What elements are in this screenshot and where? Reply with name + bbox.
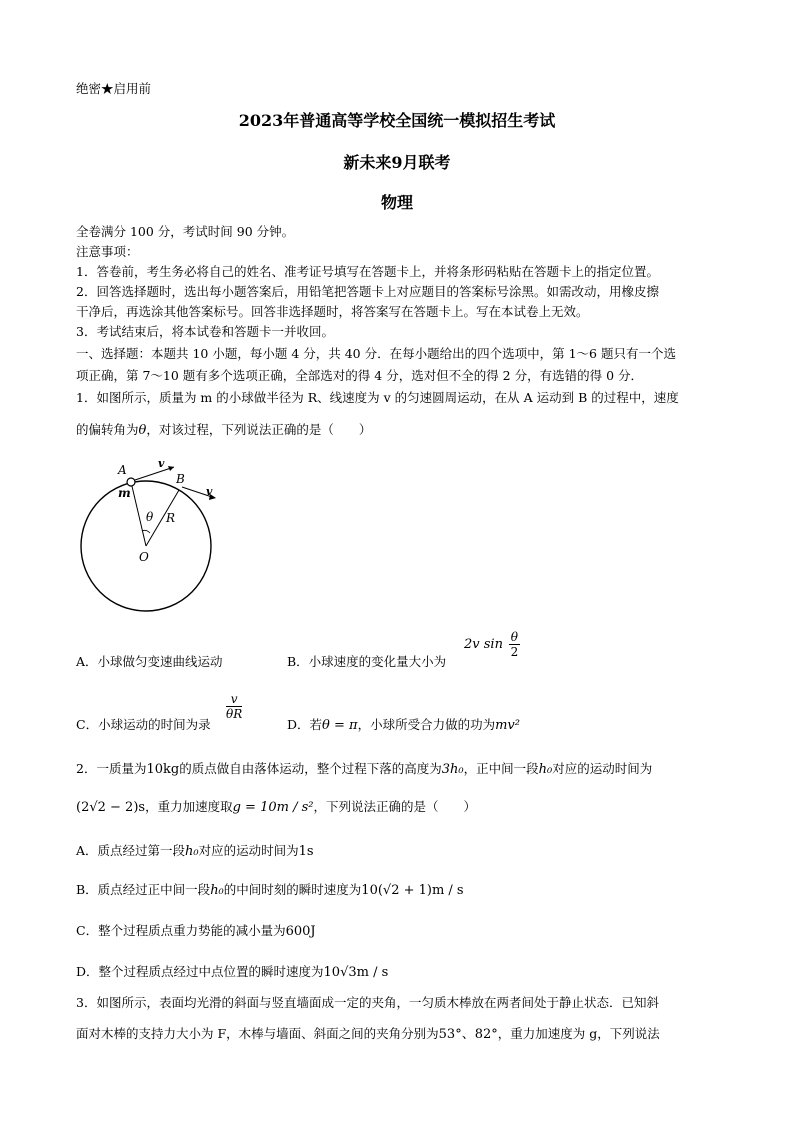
label-O: O xyxy=(139,550,149,564)
q1-option-C: C．小球运动的时间为录 xyxy=(76,717,211,732)
q2-option-D: D．整个过程质点经过中点位置的瞬时速度为10√3m / s xyxy=(76,964,389,980)
label-m: m xyxy=(118,486,131,500)
intro-line: 3．考试结束后，将本试卷和答题卡一并收回。 xyxy=(76,324,334,339)
intro-line: 1．答卷前，考生务必将自己的姓名、准考证号填写在答题卡上，并将条形码粘贴在答题卡上的指定位置。 xyxy=(76,264,659,279)
secret-label: 绝密★启用前 xyxy=(76,81,152,96)
exam-title: 2023年普通高等学校全国统一模拟招生考试 xyxy=(238,111,556,130)
label-B: B xyxy=(176,472,185,486)
label-theta: θ xyxy=(146,510,154,524)
label-v1: v xyxy=(158,457,165,470)
intro-line: 注意事项： xyxy=(76,244,139,259)
q2-option-A: A．质点经过第一段h₀对应的运动时间为1s xyxy=(76,843,314,859)
radius-OA xyxy=(131,482,146,546)
q1-circle-figure xyxy=(78,455,218,615)
q1-option-A: A．小球做匀变速曲线运动 xyxy=(76,654,223,669)
q3-stem-line2: 面对木棒的支持力大小为 F，木棒与墙面、斜面之间的夹角分别为53°、82°，重力加速度为 g，下列说法 xyxy=(76,1026,660,1042)
velocity-arrow-A xyxy=(135,467,174,480)
section-header: 一、选择题：本题共 10 小题，每小题 4 分，共 40 分．在每小题给出的四个选项中，第 1～6 题只有一个选 xyxy=(76,346,676,361)
q2-option-C: C．整个过程质点重力势能的减小量为600J xyxy=(76,923,316,939)
q2-option-B: B．质点经过正中间一段h₀的中间时刻的瞬时速度为10(√2 + 1)m / s xyxy=(76,882,464,898)
label-A: A xyxy=(118,463,127,477)
ball-A xyxy=(127,478,135,486)
q1-option-D: D．若θ = π，小球所受合力做的功为mv² xyxy=(287,717,520,733)
q2-stem-line2: (2√2 − 2)s，重力加速度取g = 10m / s²，下列说法正确的是（ ） xyxy=(76,799,476,815)
intro-line: 2．回答选择题时，选出每小题答案后，用铅笔把答题卡上对应题目的答案标号涂黑。如需改动，用橡皮擦 xyxy=(76,284,659,299)
intro-line: 干净后，再选涂其他答案标号。回答非选择题时，将答案写在答题卡上。写在本试卷上无效。 xyxy=(76,304,589,319)
q1-stem-line1: 1．如图所示，质量为 m 的小球做半径为 R、线速度为 v 的匀速圆周运动，在从 A 运动到 B 的过程中，速度 xyxy=(76,390,679,405)
section-header: 项正确，第 7～10 题有多个选项正确，全部选对的得 4 分，选对但不全的得 2 分，有选错的得 0 分． xyxy=(76,368,644,383)
label-v2: v xyxy=(206,485,213,498)
subject-title: 物理 xyxy=(380,193,413,212)
q3-stem-line1: 3．如图所示，表面均光滑的斜面与竖直墙面成一定的夹角，一匀质木棒放在两者间处于静止状态．已知斜 xyxy=(76,995,659,1010)
label-R: R xyxy=(166,511,176,525)
q1-option-B: B．小球速度的变化量大小为 xyxy=(287,654,447,669)
q1-option-C-formula: $\frac{v}{\theta R}$ xyxy=(226,692,243,721)
q1-option-B-formula: 2v sin $\frac{\theta}{2}$ xyxy=(464,630,519,659)
exam-subtitle: 新未来9月联考 xyxy=(343,153,451,172)
q2-stem-line1: 2．一质量为10kg的质点做自由落体运动，整个过程下落的高度为3h₀，正中间一段h₀对应的运动时间为 xyxy=(76,761,653,777)
intro-line: 全卷满分 100 分，考试时间 90 分钟。 xyxy=(76,224,295,239)
q1-stem-line2: 的偏转角为θ，对该过程，下列说法正确的是（ ） xyxy=(76,422,372,438)
